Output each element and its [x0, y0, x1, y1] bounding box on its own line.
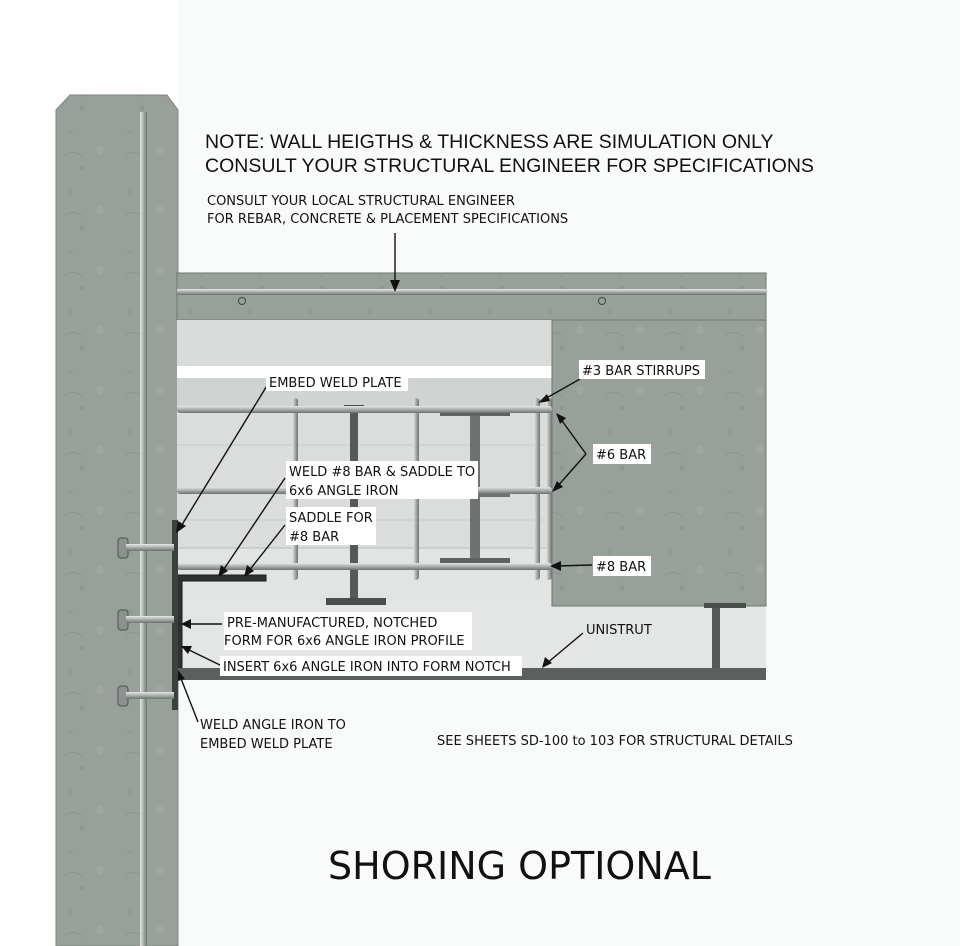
label-unistrut: UNISTRUT	[586, 623, 652, 638]
concrete-wall	[56, 95, 178, 946]
drawing-title: SHORING OPTIONAL	[328, 844, 711, 888]
label-saddle-1: SADDLE FOR	[289, 511, 373, 526]
note-line-2: CONSULT YOUR STRUCTURAL ENGINEER FOR SPECIFICATIONS	[205, 155, 814, 177]
label-weld-bar-2: 6x6 ANGLE IRON	[289, 484, 399, 499]
engineer-note-line-1: CONSULT YOUR LOCAL STRUCTURAL ENGINEER	[207, 194, 515, 209]
label-embed-weld-plate: EMBED WELD PLATE	[269, 376, 402, 391]
bar-6-top	[177, 406, 552, 413]
label-bar-6: #6 BAR	[596, 448, 647, 463]
label-premanufactured-2: FORM FOR 6x6 ANGLE IRON PROFILE	[224, 634, 465, 649]
label-premanufactured-1: PRE-MANUFACTURED, NOTCHED	[227, 616, 438, 631]
label-stirrups: #3 BAR STIRRUPS	[582, 364, 700, 379]
slab-rebar	[177, 289, 766, 295]
label-weld-angle-2: EMBED WELD PLATE	[200, 737, 333, 752]
note-line-1: NOTE: WALL HEIGTHS & THICKNESS ARE SIMULATION ONLY	[205, 131, 774, 153]
label-see-sheets: SEE SHEETS SD-100 to 103 FOR STRUCTURAL DETAILS	[437, 734, 793, 749]
bar-8-bottom	[177, 563, 552, 570]
label-saddle-2: #8 BAR	[289, 530, 340, 545]
wall-vertical-rebar	[140, 112, 147, 946]
concrete-slab	[177, 273, 766, 320]
engineer-note-line-2: FOR REBAR, CONCRETE & PLACEMENT SPECIFICATIONS	[207, 212, 569, 227]
label-weld-bar-1: WELD #8 BAR & SADDLE TO	[289, 465, 476, 480]
label-weld-angle-1: WELD ANGLE IRON TO	[200, 718, 346, 733]
label-bar-8: #8 BAR	[596, 560, 647, 575]
label-insert: INSERT 6x6 ANGLE IRON INTO FORM NOTCH	[223, 660, 511, 675]
